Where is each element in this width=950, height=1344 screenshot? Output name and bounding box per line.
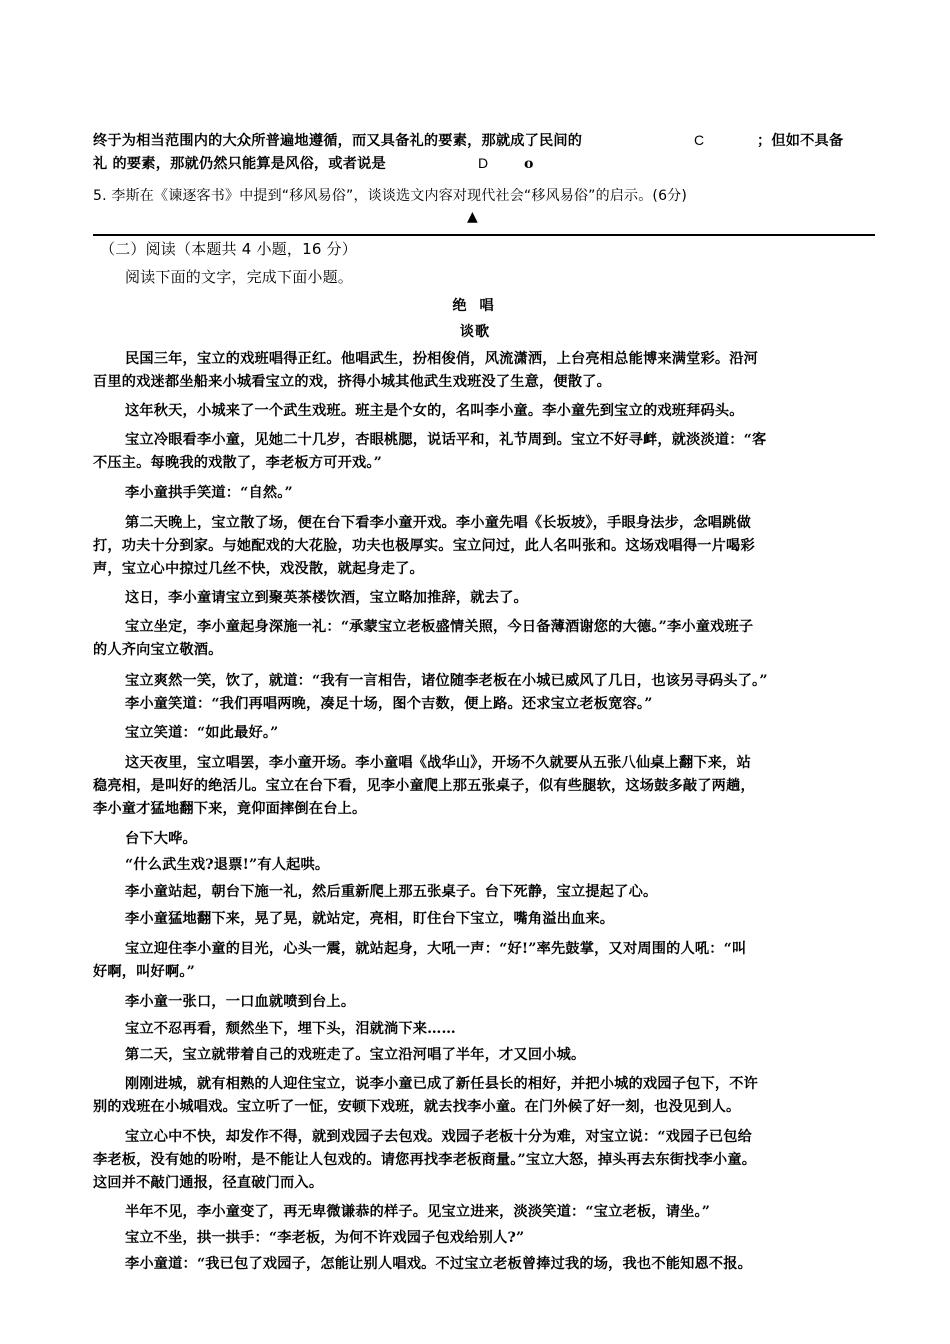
story-line: 宝立笑道：“如此最好。”: [125, 725, 279, 741]
story-line: 李小童才猛地翻下来，竟仰面摔倒在台上。: [93, 801, 367, 817]
question-5: 5. 李斯在《谏逐客书》中提到“移风易俗”，谈谈选文内容对现代社会“移风易俗”的启示。(6分): [93, 188, 688, 204]
blank-d-answer: D: [478, 155, 489, 171]
story-line: 李小童道：“我已包了戏园子，怎能让别人唱戏。不过宝立老板曾捧过我的场，我也不能知恩不报。: [125, 1256, 753, 1272]
story-line: 李小童一张口，一口血就喷到台上。: [125, 994, 356, 1010]
story-line: 宝立不忍再看，颓然坐下，埋下头，泪就淌下来……: [125, 1021, 456, 1037]
story-line: 刚刚进城，就有相熟的人迎住宝立，说李小童已成了新任县长的相好，并把小城的戏园子包下，不许: [125, 1076, 759, 1092]
divider-rule: [93, 234, 875, 236]
story-title: 绝 唱: [452, 298, 498, 314]
story-line: 第二天晚上，宝立散了场，便在台下看李小童开戏。李小童先唱《长坂坡》，手眼身法步，念唱跳做: [125, 515, 751, 531]
story-line: 宝立不坐，拱一拱手：“李老板，为何不许戏园子包戏给别人?”: [125, 1230, 525, 1246]
answer-marker: ▲: [467, 209, 478, 225]
top-line-1-text-b: ；但如不具备: [757, 133, 844, 149]
story-line: 第二天，宝立就带着自己的戏班走了。宝立沿河唱了半年，才又回小城。: [125, 1047, 586, 1063]
story-line: 打，功夫十分到家。与她配戏的大花脸，功夫也极厚实。宝立问过，此人名叫张和。这场戏唱得一片喝彩: [93, 538, 755, 554]
story-line: 这回并不敲门通报，径直破门而入。: [93, 1175, 324, 1191]
top-line-2-end: o: [524, 156, 534, 172]
story-line: 李老板，没有她的吩咐，是不能让人包戏的。请您再找李老板商量。”宝立大怒，掉头再去东街找李小童。: [93, 1152, 757, 1168]
story-line: 稳亮相，是叫好的绝活儿。宝立在台下看，见李小童爬上那五张桌子，似有些腿软，这场鼓多敲了两趟，: [93, 778, 755, 794]
story-line: “什么武生戏?退票!”有人起哄。: [125, 857, 330, 873]
story-line: 百里的戏迷都坐船来小城看宝立的戏，挤得小城其他武生戏班没了生意，便散了。: [93, 374, 611, 390]
story-line: 好啊，叫好啊。”: [93, 964, 195, 980]
story-line: 这年秋天，小城来了一个武生戏班。班主是个女的，名叫李小童。李小童先到宝立的戏班拜码头。: [125, 403, 744, 419]
story-line: 民国三年，宝立的戏班唱得正红。他唱武生，扮相俊俏，风流潇洒，上台亮相总能博来满堂彩。沿河: [125, 351, 759, 367]
story-line: 李小童站起，朝台下施一礼，然后重新爬上那五张桌子。台下死静，宝立提起了心。: [125, 884, 658, 900]
story-line: 宝立冷眼看李小童，见她二十几岁，杏眼桃腮，说话平和，礼节周到。宝立不好寻衅，就淡淡道：“客: [125, 432, 767, 448]
story-line: 不压主。每晚我的戏散了，李老板方可开戏。”: [93, 455, 383, 471]
story-line: 这日，李小童请宝立到聚英茶楼饮酒，宝立略加推辞，就去了。: [125, 590, 528, 606]
story-line: 宝立心中不快，却发作不得，就到戏园子去包戏。戏园子老板十分为难，对宝立说：“戏园子已包给: [125, 1129, 753, 1145]
section-instruction: 阅读下面的文字，完成下面小题。: [125, 268, 354, 286]
story-line: 李小童猛地翻下来，晃了晃，就站定，亮相，盯住台下宝立，嘴角溢出血来。: [125, 911, 615, 927]
story-line: 宝立爽然一笑，饮了，就道：“我有一言相告，诸位随李老板在小城已威风了几日，也该另寻码头了。”: [125, 673, 768, 689]
story-line: 宝立迎住李小童的目光，心头一震，就站起身，大吼一声：“好!”率先鼓掌，又对周围的人吼：“叫: [125, 941, 747, 957]
story-line: 台下大哗。: [125, 831, 197, 847]
story-line: 李小童拱手笑道：“自然。”: [125, 485, 293, 501]
story-line: 这天夜里，宝立唱罢，李小童开场。李小童唱《战华山》，开场不久就要从五张八仙桌上翻下来，站: [125, 755, 751, 771]
section-heading: （二）阅读（本题共 4 小题，16 分）: [100, 240, 357, 258]
top-line-1-text-a: 终于为相当范围内的大众所普遍地遵循，而又具备礼的要素，那就成了民间的: [93, 133, 583, 149]
story-line: 的人齐向宝立敬酒。: [93, 642, 223, 658]
top-line-2: 礼 的要素，那就仍然只能算是风俗，或者说是: [93, 156, 386, 172]
story-line: 别的戏班在小城唱戏。宝立听了一怔，安顿下戏班，就去找李小童。在门外候了好一刻，也没见到人。: [93, 1099, 741, 1115]
story-line: 宝立坐定，李小童起身深施一礼：“承蒙宝立老板盛情关照，今日备薄酒谢您的大德。”李小童戏班子: [125, 619, 754, 635]
story-line: 半年不见，李小童变了，再无卑微谦恭的样子。见宝立进来，淡淡笑道：“宝立老板，请坐。”: [125, 1204, 711, 1220]
blank-c-answer: C: [694, 132, 705, 148]
story-line: 声，宝立心中掠过几丝不快，戏没散，就起身走了。: [93, 561, 424, 577]
story-line: 李小童笑道：“我们再唱两晚，凑足十场，图个吉数，便上路。还求宝立老板宽容。”: [125, 696, 653, 712]
story-author: 谈歌: [459, 324, 491, 340]
top-line-1: [93, 131, 582, 151]
